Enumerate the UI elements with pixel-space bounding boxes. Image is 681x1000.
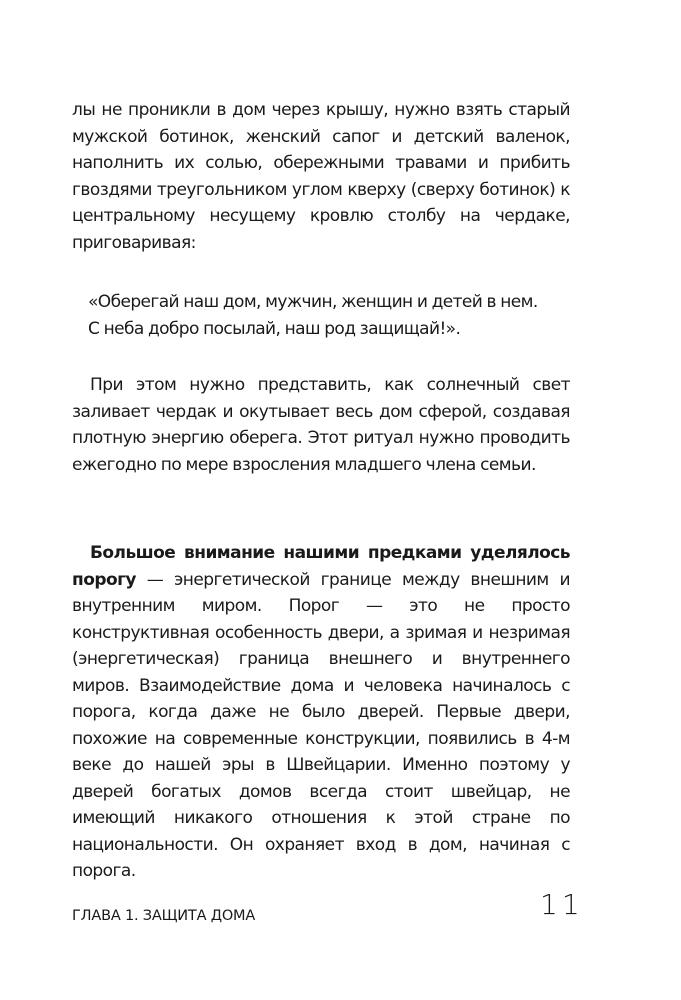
paragraph-continued: лы не проникли в дом через крышу, нужно взять старый мужской ботинок, женский сапог и детский валенок, наполнить их солью, обережными травами и прибить гвоздями треугольником углом кверху (сверху ботинок) к центральному несущему кровлю столбу на чердаке, приговаривая:	[72, 100, 570, 253]
paragraph-threshold	[72, 540, 570, 885]
incantation-quote	[88, 289, 568, 342]
page-number: 11	[540, 888, 584, 921]
paragraph-lead-in: Большое внимание нашими предками уделялось порогу	[72, 543, 570, 590]
paragraph-ritual: При этом нужно представить, как солнечный свет заливает чердак и окутывает весь дом сферой, создавая плотную энергию оберега. Этот ритуал нужно проводить ежегодно по мере взросления младшего члена семьи.	[72, 375, 570, 475]
chapter-footer: ГЛАВА 1. ЗАЩИТА ДОМА	[72, 908, 256, 924]
paragraph-body: — энергетической границе между внешним и внутренним миром. Порог — это не просто конструктивная особенность двери, а зримая и незримая (энергетическая) граница внешнего и внутреннего миров. Взаимодействие дома и человека начиналось с порога, когда даже не было дверей. Первые двери, похожие на современные конструкции, появились в 4-м веке до нашей эры в Швейцарии. Именно поэтому у дверей богатых домов всегда стоит швейцар, не имеющий никакого отношения к этой стране по национальности. Он охраняет вход в дом, начиная с порога.	[72, 569, 570, 881]
quote-line-2: С неба добро посылай, наш род защищай!».	[88, 318, 461, 339]
quote-line-1: «Оберегай наш дом, мужчин, женщин и детей в нем.	[88, 292, 538, 312]
